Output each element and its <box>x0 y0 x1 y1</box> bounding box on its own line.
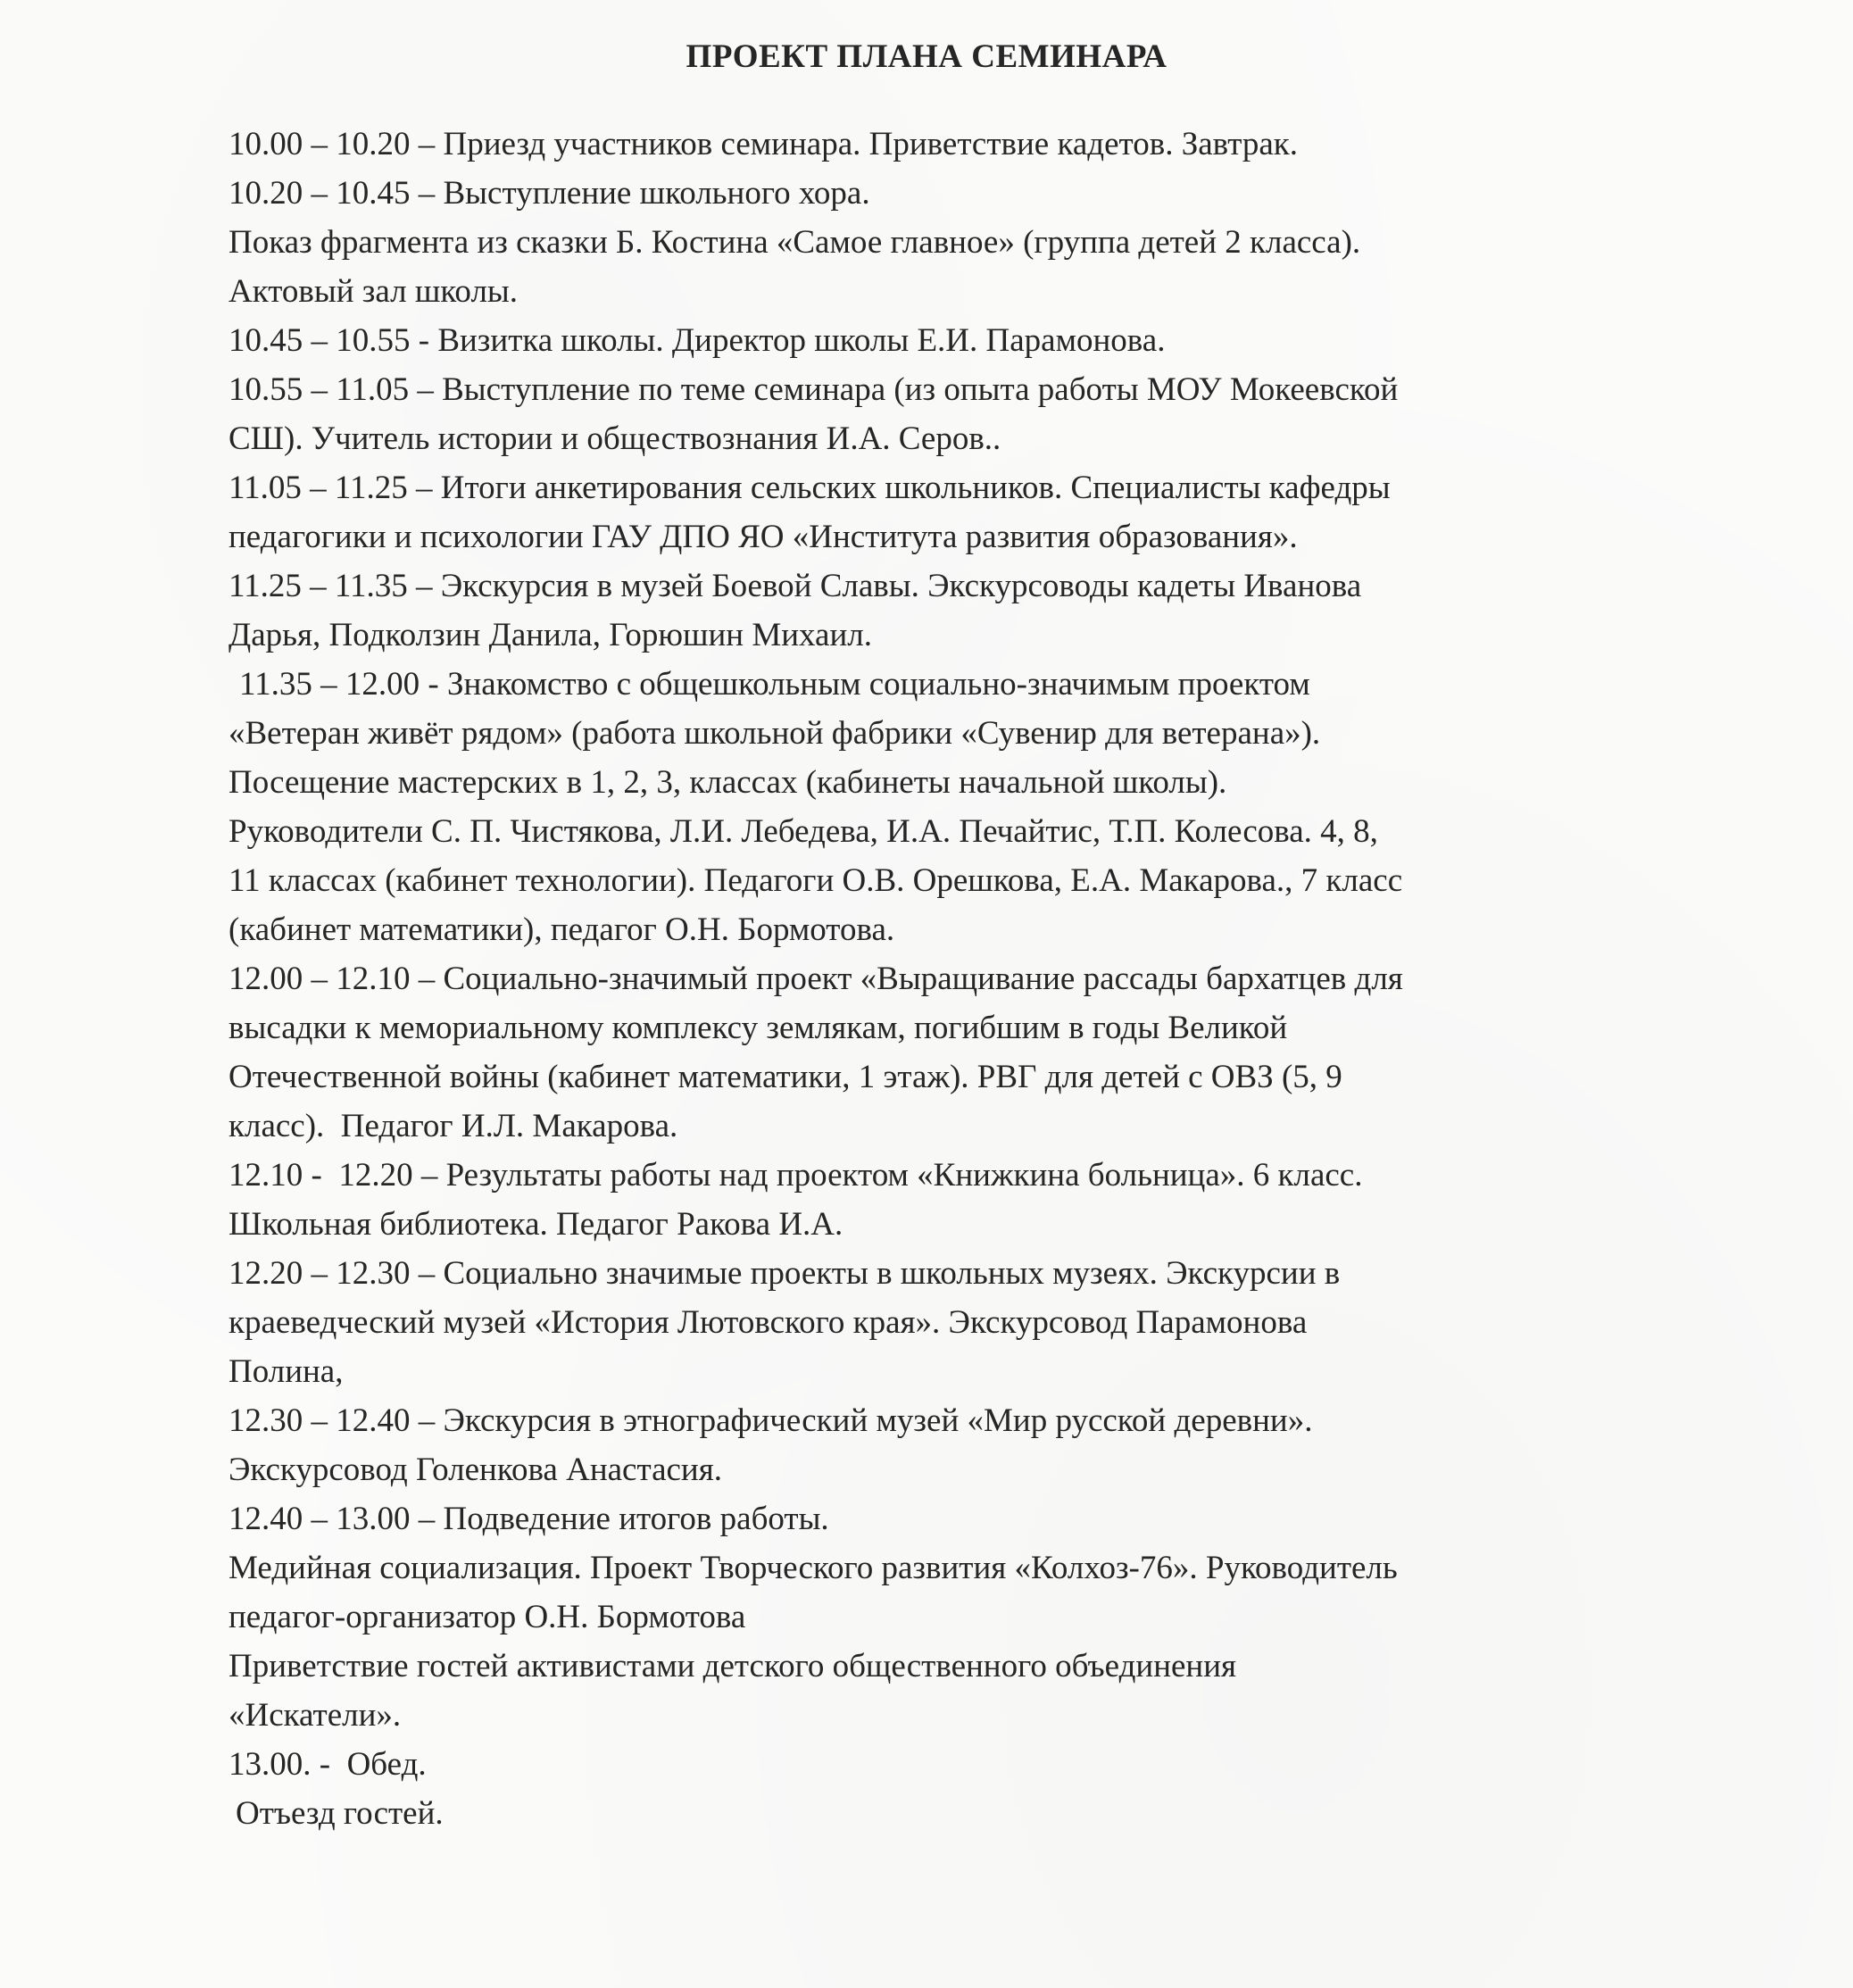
schedule-line: педагогики и психологии ГАУ ДПО ЯО «Института развития образования». <box>229 519 1298 555</box>
schedule-line: 10.45 – 10.55 - Визитка школы. Директор школы Е.И. Парамонова. <box>229 322 1166 359</box>
schedule-line: Полина, <box>229 1353 344 1390</box>
schedule-line: СШ). Учитель истории и обществознания И.А. Серов.. <box>229 420 1001 457</box>
schedule-line: 12.40 – 13.00 – Подведение итогов работы. <box>229 1501 829 1537</box>
schedule-line: «Ветеран живёт рядом» (работа школьной фабрики «Сувенир для ветерана»). <box>229 715 1321 752</box>
schedule-line: 10.20 – 10.45 – Выступление школьного хора. <box>229 175 870 212</box>
schedule-line: Показ фрагмента из сказки Б. Костина «Самое главное» (группа детей 2 класса). <box>229 224 1361 261</box>
schedule-line: 11.25 – 11.35 – Экскурсия в музей Боевой Славы. Экскурсоводы кадеты Иванова <box>229 568 1362 604</box>
schedule-line: 13.00. - Обед. <box>229 1746 427 1783</box>
schedule-line: Руководители С. П. Чистякова, Л.И. Лебедева, И.А. Печайтис, Т.П. Колесова. 4, 8, <box>229 813 1378 850</box>
schedule-line: 10.00 – 10.20 – Приезд участников семинара. Приветствие кадетов. Завтрак. <box>229 126 1298 162</box>
schedule-line: краеведческий музей «История Лютовского края». Экскурсовод Парамонова <box>229 1304 1308 1341</box>
schedule-line: 12.20 – 12.30 – Социально значимые проекты в школьных музеях. Экскурсии в <box>229 1255 1341 1292</box>
schedule-line: Посещение мастерских в 1, 2, 3, классах (кабинеты начальной школы). <box>229 764 1227 801</box>
schedule-line: Школьная библиотека. Педагог Ракова И.А. <box>229 1206 843 1243</box>
schedule-line: класс). Педагог И.Л. Макарова. <box>229 1108 678 1144</box>
schedule-line: 11 классах (кабинет технологии). Педагоги О.В. Орешкова, Е.А. Макарова., 7 класс <box>229 862 1403 899</box>
schedule-line: 11.35 – 12.00 - Знакомство с общешкольным социально-значимым проектом <box>239 666 1310 703</box>
schedule-line: Приветствие гостей активистами детского общественного объединения <box>229 1648 1237 1684</box>
schedule-line: Медийная социализация. Проект Творческого развития «Колхоз-76». Руководитель <box>229 1550 1398 1586</box>
schedule-line: 10.55 – 11.05 – Выступление по теме семинара (из опыта работы МОУ Мокеевской <box>229 371 1399 408</box>
seminar-schedule <box>229 120 1585 1838</box>
schedule-line: «Искатели». <box>229 1697 402 1734</box>
schedule-line: 12.00 – 12.10 – Социально-значимый проект «Выращивание рассады бархатцев для <box>229 961 1403 997</box>
schedule-line: высадки к мемориальному комплексу землякам, погибшим в годы Великой <box>229 1010 1288 1046</box>
schedule-line: (кабинет математики), педагог О.Н. Бормотова. <box>229 911 895 948</box>
schedule-line: Отъезд гостей. <box>236 1795 444 1832</box>
page-title: ПРОЕКТ ПЛАНА СЕМИНАРА <box>686 38 1167 75</box>
schedule-line: 12.10 - 12.20 – Результаты работы над проектом «Книжкина больница». 6 класс. <box>229 1157 1363 1194</box>
schedule-line: 11.05 – 11.25 – Итоги анкетирования сельских школьников. Специалисты кафедры <box>229 470 1391 506</box>
schedule-line: Отечественной войны (кабинет математики, 1 этаж). РВГ для детей с ОВЗ (5, 9 <box>229 1059 1342 1095</box>
schedule-line: Экскурсовод Голенкова Анастасия. <box>229 1451 722 1488</box>
schedule-line: педагог-организатор О.Н. Бормотова <box>229 1599 746 1635</box>
schedule-line: Актовый зал школы. <box>229 273 519 310</box>
schedule-line: Дарья, Подколзин Данила, Горюшин Михаил. <box>229 617 872 653</box>
schedule-line: 12.30 – 12.40 – Экскурсия в этнографический музей «Мир русской деревни». <box>229 1402 1313 1439</box>
